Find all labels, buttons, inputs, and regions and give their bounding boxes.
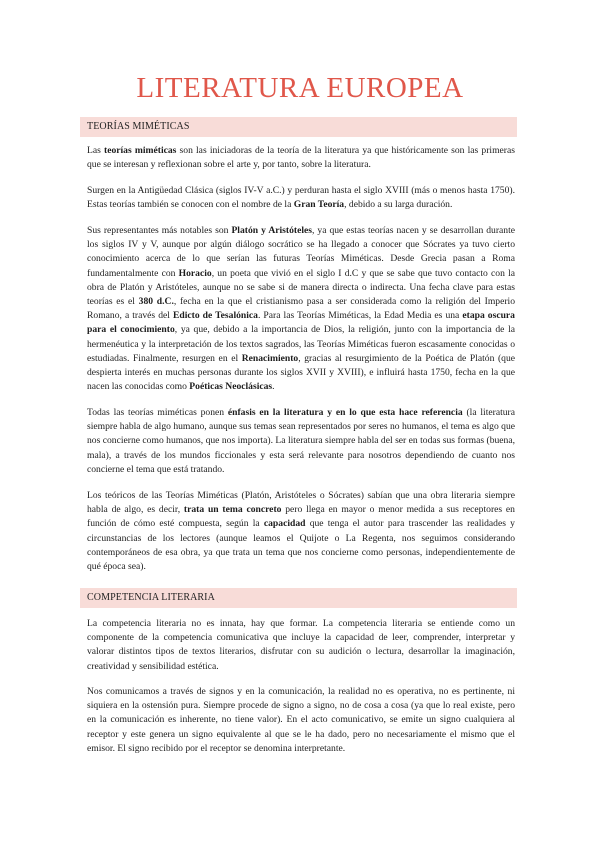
text-run: Nos comunicamos a través de signos y en la comunicación, la realidad no es operativa, no es pertinente, ni siquiera en la ostensión pura. Siempre procede de signo a signo, no de cosa a cosa (ya que lo real existe, pero en la comunicación es inherente, no tiene valor). En el acto comunicativo, se emite un signo cualquiera al receptor y este genera un signo equivalente al que se le ha dado, pero no necesariamente el mismo que el emisor. El signo recibido por el receptor se denomina interpretante.: [87, 686, 515, 754]
bold-text: etapa oscura para el conocimiento: [87, 310, 515, 336]
section-header-teorias-mimeticas: [80, 117, 517, 137]
text-run: , un poeta que vivió en el siglo I d.C y que se sabe que tuvo contacto con la obra de Platón y Aristóteles, aunque no se sabe si de manera directa o indirecta. Una fecha clave para estas teorías es el: [87, 267, 515, 308]
paragraph: [87, 144, 515, 172]
text-run: Todas las teorías miméticas ponen: [87, 407, 228, 418]
text-run: . Para las Teorías Miméticas, la Edad Media es una: [257, 310, 463, 322]
text-run: , ya que, debido a la importancia de Dios, la religión, junto con la importancia de la hermenéutica y la interpretación de los textos sagrados, las Teorías Miméticas fueron escasamente conocidas o estudiadas. Finalmente, resurgen en el: [87, 324, 515, 364]
paragraph: [87, 224, 515, 394]
document-title: LITERATURA EUROPEA: [136, 72, 464, 104]
paragraph: [87, 184, 515, 212]
bold-text: Renacimiento: [241, 352, 299, 364]
bold-text: Poéticas Neoclásicas: [189, 381, 273, 393]
bold-text: énfasis en la literatura y en lo que esta hace referencia: [227, 407, 463, 418]
text-run: Las: [87, 145, 104, 156]
text-run: pero llega en mayor o menor medida a sus receptores en función de cómo esté compuesta, según la: [87, 504, 515, 530]
bold-text: Edicto de Tesalónica: [172, 310, 258, 322]
text-run: (la literatura siempre habla de algo humano, aunque sus temas sean representados por seres no humanos, el tema es algo que nos concierne como humanos, que nos importa). La literatura siempre habla del ser en todas sus formas (buena, mala), a través de los mundos ficcionales y esta será relevante para nosotros dependiendo de cuanto nos concierne el tema que está tratando.: [87, 407, 515, 475]
bold-text: teorías miméticas: [104, 145, 177, 156]
text-run: Los teóricos de las Teorías Miméticas (Platón, Aristóteles o Sócrates) sabían que una obra literaria siempre habla de algo, es decir,: [87, 490, 515, 516]
section-title: COMPETENCIA LITERARIA: [87, 592, 215, 603]
text-run: , gracias al resurgimiento de la Poética de Platón (que despierta interés en muchas personas durante los siglos XVII y XVIII), e influirá hasta 1750, fecha en la que nacen las conocidas como: [87, 352, 516, 393]
text-run: , debido a su larga duración.: [344, 199, 453, 211]
paragraph: [87, 617, 515, 674]
bold-text: Horacio: [178, 267, 212, 279]
text-run: Sus representantes más notables son: [87, 225, 232, 236]
bold-text: Platón y Aristóteles: [231, 225, 313, 236]
text-run: La competencia literaria no es innata, hay que formar. La competencia literaria se entiende como un componente de la competencia comunicativa que incluye la capacidad de leer, comprender, interpretar y valorar distintos tipos de textos literarios, disfrutar con su audición o lectura, desarrollar la imaginación, creatividad y sensibilidad estética.: [87, 618, 515, 672]
text-run: Surgen en la Antigüedad Clásica (siglos IV-V a.C.) y perduran hasta el siglo XVIII (más o menos hasta 1750). Estas teorías también se conocen con el nombre de la: [87, 185, 515, 211]
text-run: .: [272, 381, 275, 393]
section-title: TEORÍAS MIMÉTICAS: [87, 121, 190, 132]
paragraph: [87, 685, 515, 756]
text-run: , ya que estas teorías nacen y se desarrollan durante los siglos IV y V, aunque por algún diálogo socrático se ha llegado a conocer que Sócrates ya tuvo cierto conocimiento acerca de lo que serían las futuras Teorías Miméticas. Desde Grecia pasan a Roma fundamentalmente con: [87, 225, 516, 279]
bold-text: capacidad: [263, 518, 306, 530]
bold-text: Gran Teoría: [293, 199, 345, 211]
text-run: son las iniciadoras de la teoría de la literatura ya que históricamente son las primeras que se interesan y reflexionan sobre el arte y, por tanto, sobre la literatura.: [87, 145, 515, 171]
section-header-competencia-literaria: [80, 588, 517, 608]
paragraph: [87, 489, 515, 574]
bold-text: 380 d.C.: [138, 296, 174, 308]
text-run: que tenga el autor para trascender las realidades y circunstancias de los lectores (aunque leamos el Quijote o La Regenta, nos seguimos considerando contemporáneos de esa obra, ya que trata un tema que nos concierne como personas, independientemente de qué época sea).: [87, 518, 515, 573]
paragraph: [87, 406, 515, 477]
bold-text: trata un tema concreto: [183, 504, 282, 516]
text-run: , fecha en la que el cristianismo pasa a ser considerada como la religión del Imperio Romano, a través del: [87, 296, 516, 322]
